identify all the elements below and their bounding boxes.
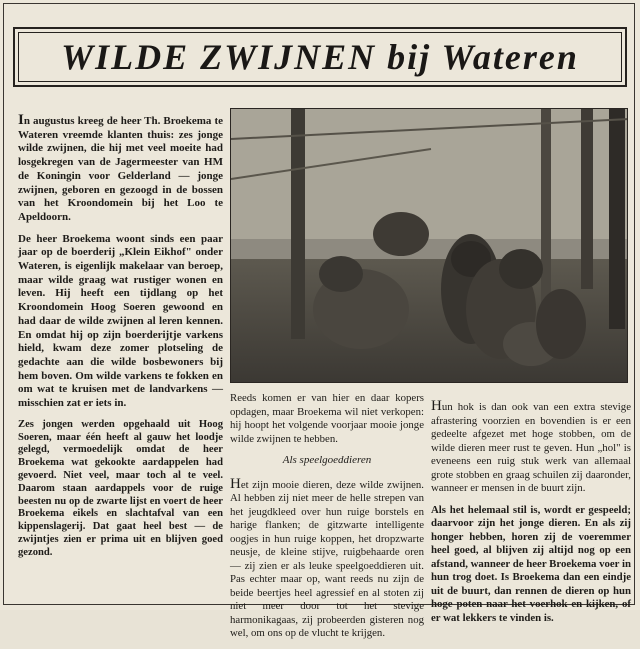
headline: WILDE ZWIJNEN bij Wateren: [61, 37, 579, 77]
paragraph: Het zijn mooie dieren, deze wilde zwijnen. Al hebben zij niet meer de helle strepen van het jeugdkleed over hun ruige borstels en harige flanken; de gitzwarte intelligente oogjes in hun ruige koppen, het dropzwarte neusje, de kleine stijve, ruigbehaarde oren — zij zien er als leuke speelgoeddieren uit. Pas echter maar op, want reeds nu zijn de beide beertjes heel agressief en al stoten zij niet meer door tot het stevige harmonikagaas, zij probeerden gisteren nog wel, om ons op de vlucht te krijgen.: [230, 475, 424, 639]
paragraph: Zes jongen werden opgehaald uit Hoog Soeren, maar één heeft al gauw het loodje gelegd, vermoedelijk omdat de heer Broekema wat gekookte aardappelen had gevoerd. Niet veel, maar toch al te veel. Daarom staan aardappels voor de ruige beesten nu op de zwarte lijst en voert de heer Broekema eikels en slachtafval van een kippenslagerij. Dat gaat heel best — de zwijntjes zien er prima uit en blijven goed gezond.: [18, 418, 223, 558]
paragraph: In augustus kreeg de heer Th. Broekema te Wateren vreemde klanten thuis: zes jonge wilde zwijnen, die hij met veel moeite had losgekregen van de Jagermeester van HM de Koningin voor Gelderland — jonge zwijnen, geboren en gezoogd in de bossen van het Kroondomein bij het Loo te Apeldoorn.: [18, 112, 223, 223]
paragraph: Hun hok is dan ook van een extra stevige afrastering voorzien en bovendien is er een gedeelte afgezet met hoge stobben, om de wilde dieren meer rust te geven. Hun „hol" is eveneens een ruig stuk werk van allemaal grote stobben en graag schuilen zij daaronder, wanneer er mensen in de buurt zijn.: [431, 398, 631, 494]
paragraph: Als het helemaal stil is, wordt er gespeeld; daarvoor zijn het jonge dieren. En als zij honger hebben, horen zij de voeremmer heel goed, al blijven zij altijd nog op een afstand, wanneer de heer Broekema voer in hun trog doet. Is Broekema dan een eindje uit de buurt, dan rennen de dieren op hun hoge poten naar het voerhok en kijken, of er wat lekkers te vinden is.: [431, 503, 631, 624]
boar-photo-illustration: [231, 109, 628, 383]
wild-boar-photo: [230, 108, 628, 383]
column-middle: [230, 392, 424, 649]
paragraph: Reeds komen er van hier en daar kopers opdagen, maar Broekema wil niet verkopen: hij hoopt het volgende voorjaar mooie jonge wilde zwijnen te hebben.: [230, 392, 424, 445]
column-left: [18, 114, 223, 568]
paragraph: De heer Broekema woont sinds een paar jaar op de boerderij „Klein Eikhof" onder Wateren, is eigenlijk makelaar van beroep, maar wilde graag wat rustiger wonen en leven. Hij heeft een tijdlang op het Kroondomein Hoog Soeren gewoond en had daar de wilde zwijnen al leren kennen. En omdat hij op zijn boerderijtje varkens hield, kwam deze zomer plotseling de gedachte aan die wilde bosbewoners bij hem boven. Om wilde varkens te fokken en om wat te kruisen met de landvarkens — misschien zat er iets in.: [18, 232, 223, 410]
headline-box: [13, 27, 627, 87]
subheading: Als speelgoeddieren: [282, 454, 372, 466]
column-right: [431, 400, 631, 633]
